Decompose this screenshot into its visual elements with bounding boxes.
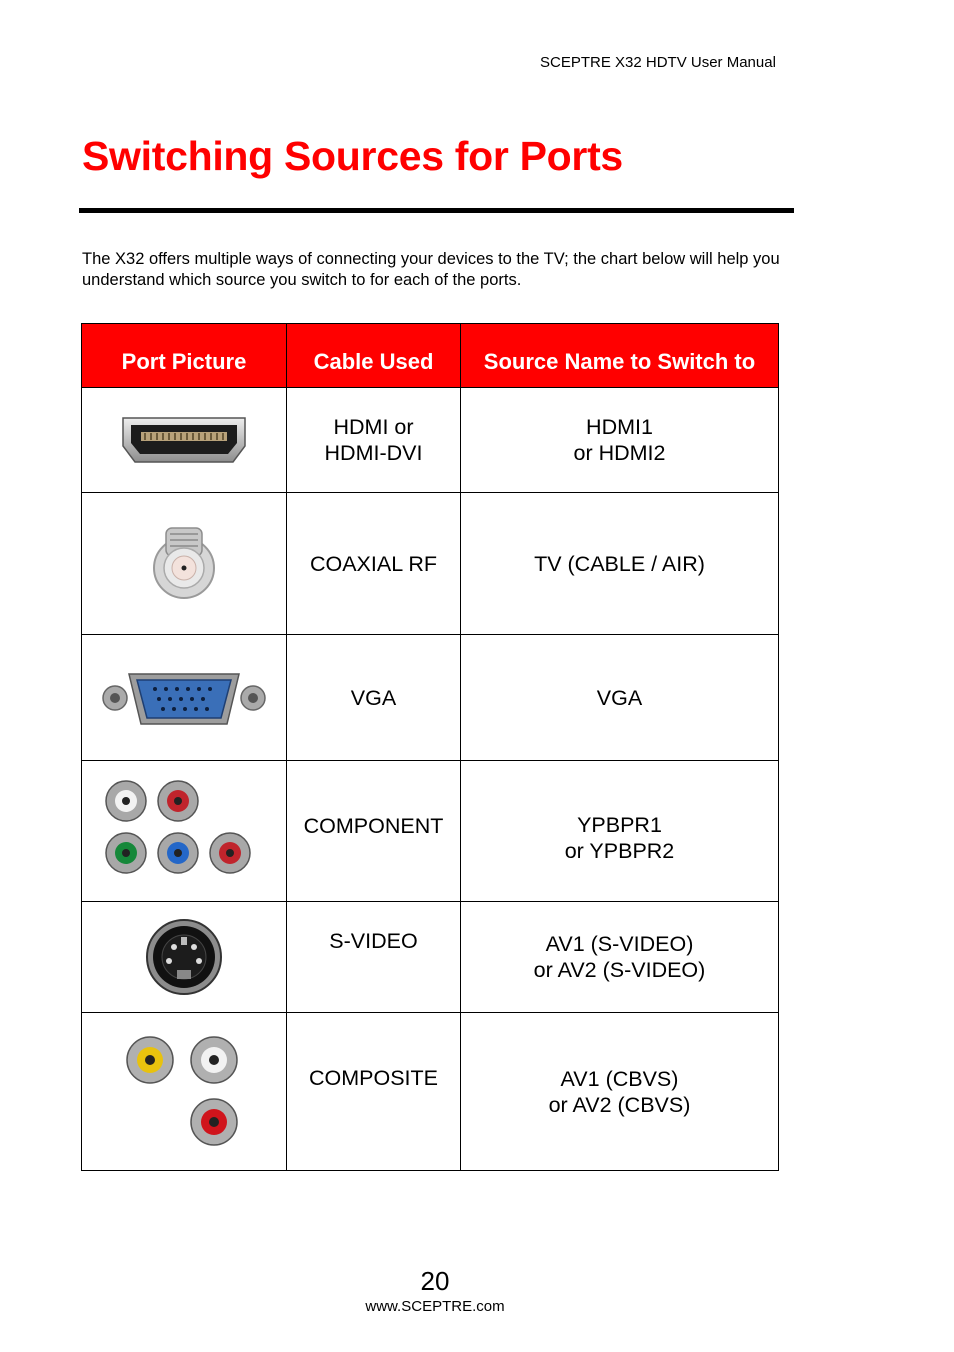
coaxial-rf-port-icon [144, 522, 224, 606]
source-name-line: or HDMI2 [573, 441, 666, 465]
cable-used-line: VGA [350, 685, 397, 710]
cable-used-cell [287, 761, 461, 902]
source-name-line: YPBPR1 [577, 813, 662, 837]
port-picture-cell [82, 493, 287, 635]
intro-paragraph: The X32 offers multiple ways of connecting your devices to the TV; the chart below will help you understand which source you switch to for each of the ports. [82, 250, 780, 289]
source-name-cell [461, 902, 779, 1013]
hdmi-port-icon [119, 412, 249, 468]
header-cable-used: Cable Used [287, 324, 461, 388]
cable-used-cell [287, 635, 461, 761]
source-name-line: HDMI1 [586, 415, 653, 439]
table-row [82, 388, 779, 493]
port-picture-cell [82, 761, 287, 902]
cable-used-line: S-VIDEO [329, 929, 418, 953]
table-row [82, 493, 779, 635]
port-picture-cell [82, 902, 287, 1013]
page-number: 20 [420, 1266, 450, 1296]
table-header-row [82, 324, 779, 388]
header-port-picture: Port Picture [82, 324, 287, 388]
title-divider [79, 208, 794, 213]
page-title: Switching Sources for Ports [82, 133, 623, 179]
source-name-line: or AV2 (S-VIDEO) [533, 958, 706, 982]
source-name-cell [461, 493, 779, 635]
table-row [82, 902, 779, 1013]
header-source-name: Source Name to Switch to [461, 324, 779, 388]
source-name-cell [461, 388, 779, 493]
table-row [82, 1013, 779, 1171]
cable-used-cell [287, 1013, 461, 1171]
s-video-port-icon [144, 917, 224, 997]
cable-used-line: COMPONENT [303, 814, 444, 838]
port-picture-cell [82, 388, 287, 493]
table-row [82, 761, 779, 902]
cable-used-line: HDMI-DVI [324, 441, 423, 465]
footer-url: www.SCEPTRE.com [365, 1298, 505, 1315]
table-row [82, 635, 779, 761]
source-name-line: AV1 (S-VIDEO) [545, 932, 694, 956]
source-name-line: or AV2 (CBVS) [548, 1092, 691, 1117]
source-name-cell [461, 635, 779, 761]
vga-port-icon [99, 666, 269, 730]
component-ports-icon [104, 779, 264, 883]
cable-used-cell [287, 388, 461, 493]
cable-used-line: COAXIAL RF [309, 551, 438, 576]
cable-used-cell [287, 902, 461, 1013]
source-name-line: or YPBPR2 [564, 839, 675, 863]
ports-table [81, 323, 779, 1171]
source-name-cell [461, 761, 779, 902]
running-header: SCEPTRE X32 HDTV User Manual [540, 54, 776, 71]
port-picture-cell [82, 1013, 287, 1171]
source-name-line: VGA [596, 685, 643, 710]
composite-ports-icon [124, 1034, 244, 1150]
source-name-line: TV (CABLE / AIR) [534, 551, 705, 576]
port-picture-cell [82, 635, 287, 761]
source-name-cell [461, 1013, 779, 1171]
cable-used-cell [287, 493, 461, 635]
cable-used-line: COMPOSITE [308, 1066, 438, 1090]
source-name-line: AV1 (CBVS) [560, 1066, 679, 1091]
cable-used-line: HDMI or [333, 415, 414, 439]
